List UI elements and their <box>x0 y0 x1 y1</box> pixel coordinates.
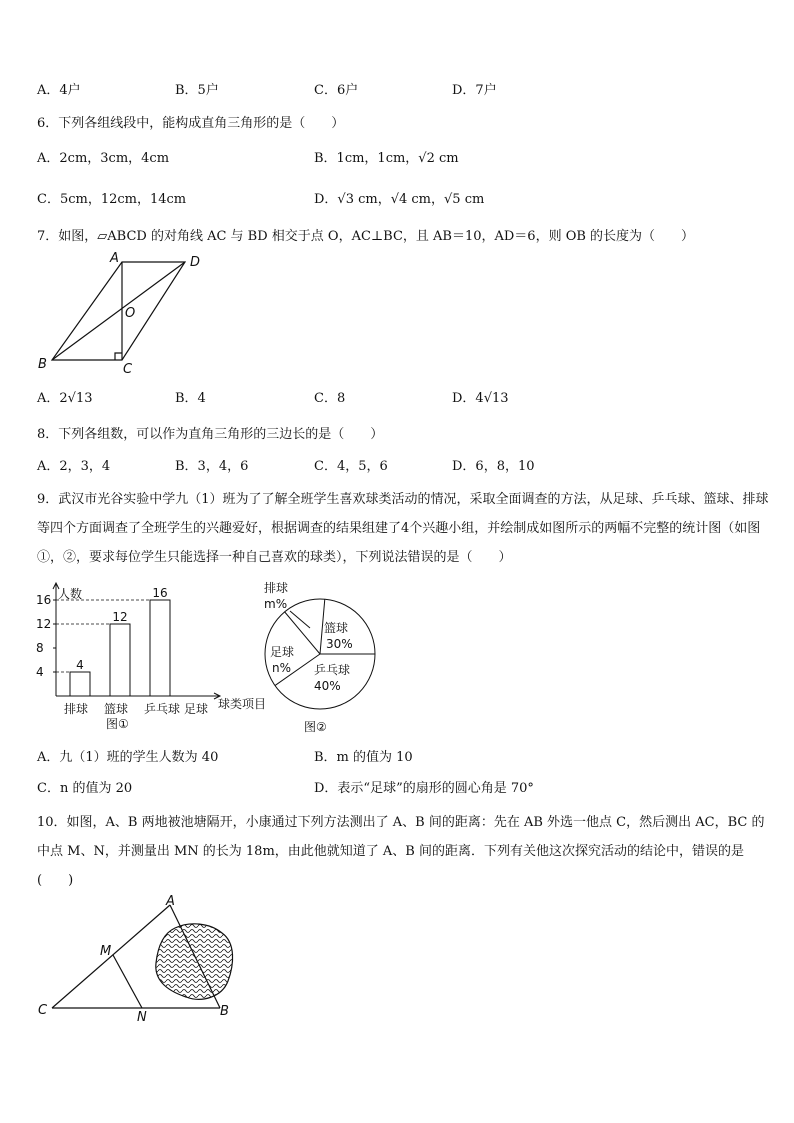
q5-option-b: B．5户 <box>175 83 219 98</box>
bar-x-tick-label: 篮球 <box>104 702 129 716</box>
label-o: O <box>125 306 136 321</box>
q6-option-a: A．2cm，3cm，4cm <box>37 151 170 166</box>
pie-chart-figure-2 <box>258 578 388 738</box>
bar-chart-figure-1 <box>28 578 278 738</box>
q8-option-a: A．2，3，4 <box>37 459 111 474</box>
segment-mn <box>113 955 142 1008</box>
pie-label-football: 足球 <box>270 645 295 659</box>
q10-stem: 10．如图，A、B 两地被池塘隔开，小康通过下列方法测出了 A、B 间的距离：先在 AB 外选一他点 C，然后测出 AC，BC 的中点 M、N，并测量出 MN 的长为 18m，由此他就知道了 A、B 间的距离．下列有关他这次探究活动的结论中，错误的是( ) <box>37 815 765 888</box>
q10-pond-figure <box>30 893 250 1028</box>
q9-option-c: C．n 的值为 20 <box>37 781 133 796</box>
pie-chart-title: 图② <box>304 720 327 734</box>
q7-option-b: B．4 <box>175 391 206 406</box>
q8-option-d: D．6，8，10 <box>452 459 535 474</box>
q6-option-b: B．1cm，1cm，√2 cm <box>314 151 459 166</box>
pie-value-football: n% <box>272 661 292 675</box>
label-b: B <box>38 357 47 372</box>
q6-stem: 6．下列各组线段中，能构成直角三角形的是（ ） <box>37 116 345 131</box>
q7-option-a: A．2√13 <box>37 391 93 406</box>
q7-stem: 7．如图，▱ABCD 的对角线 AC 与 BD 相交于点 O，AC⊥BC，且 AB＝10，AD＝6，则 OB 的长度为（ ） <box>37 229 695 244</box>
bar-y-tick-label: 8 <box>36 641 44 655</box>
q9-option-b: B．m 的值为 10 <box>314 750 413 765</box>
bar-x-label: 球类项目 <box>218 697 267 711</box>
label-m: M <box>100 944 112 959</box>
right-angle-mark <box>115 353 122 360</box>
q7-option-d: D．4√13 <box>452 391 509 406</box>
bar-2 <box>110 624 130 696</box>
pond-shape <box>156 924 233 999</box>
bar-y-tick-label: 12 <box>36 617 52 631</box>
pie-value-basketball: 30% <box>326 637 353 651</box>
q9-option-d: D．表示“足球”的扇形的圆心角是 70° <box>314 781 534 796</box>
q7-parallelogram-figure <box>30 250 220 378</box>
label-c: C <box>123 362 133 377</box>
q9-stem: 9．武汉市光谷实验中学九（1）班为了了解全班学生喜欢球类活动的情况，采取全面调查的方法，从足球、乒乓球、篮球、排球等四个方面调查了全班学生的兴趣爱好，根据调查的结果组建了4个兴趣小组，并绘制成如图所示的两幅不完整的统计图（如图①，②，要求每位学生只能选择一种自己喜欢的球类），下列说法错误的是（ ） <box>37 492 769 565</box>
label-a: A <box>166 894 175 909</box>
q9-option-a: A．九（1）班的学生人数为 40 <box>37 750 219 765</box>
bar-1 <box>70 672 90 696</box>
q5-option-d: D．7户 <box>452 83 497 98</box>
q5-option-c: C．6户 <box>314 83 359 98</box>
pie-label-volleyball: 排球 <box>264 581 289 595</box>
pie-value-volleyball: m% <box>264 597 288 611</box>
q7-option-c: C．8 <box>314 391 346 406</box>
bar-data-label: 4 <box>76 658 84 672</box>
bar-chart-title: 图① <box>106 717 129 731</box>
bar-y-tick-label: 4 <box>36 665 44 679</box>
bar-data-label: 12 <box>112 610 128 624</box>
label-c: C <box>38 1003 48 1018</box>
q6-option-c: C．5cm，12cm，14cm <box>37 192 187 207</box>
label-b: B <box>220 1004 229 1019</box>
bar-3 <box>150 600 170 696</box>
pie-pointer-volleyball <box>290 611 310 628</box>
label-n: N <box>137 1010 147 1025</box>
q8-option-c: C．4，5，6 <box>314 459 388 474</box>
label-a: A <box>110 251 119 266</box>
bar-x-tick-label: 乒乓球 <box>144 702 181 716</box>
bar-y-label: 人数 <box>58 587 83 601</box>
label-d: D <box>190 255 201 270</box>
q8-stem: 8．下列各组数，可以作为直角三角形的三边长的是（ ） <box>37 427 384 442</box>
pie-label-basketball: 篮球 <box>324 621 349 635</box>
q5-option-a: A．4户 <box>37 83 81 98</box>
q6-option-d: D．√3 cm，√4 cm，√5 cm <box>314 192 485 207</box>
diagonal-bd <box>52 262 185 360</box>
q8-option-b: B．3，4，6 <box>175 459 249 474</box>
pie-label-pingpong: 乒乓球 <box>314 663 351 677</box>
pie-value-pingpong: 40% <box>314 679 341 693</box>
bar-x-tick-label: 足球 <box>184 702 209 716</box>
bar-y-tick-label: 16 <box>36 593 52 607</box>
bar-x-tick-label: 排球 <box>64 702 89 716</box>
bar-data-label: 16 <box>152 586 168 600</box>
